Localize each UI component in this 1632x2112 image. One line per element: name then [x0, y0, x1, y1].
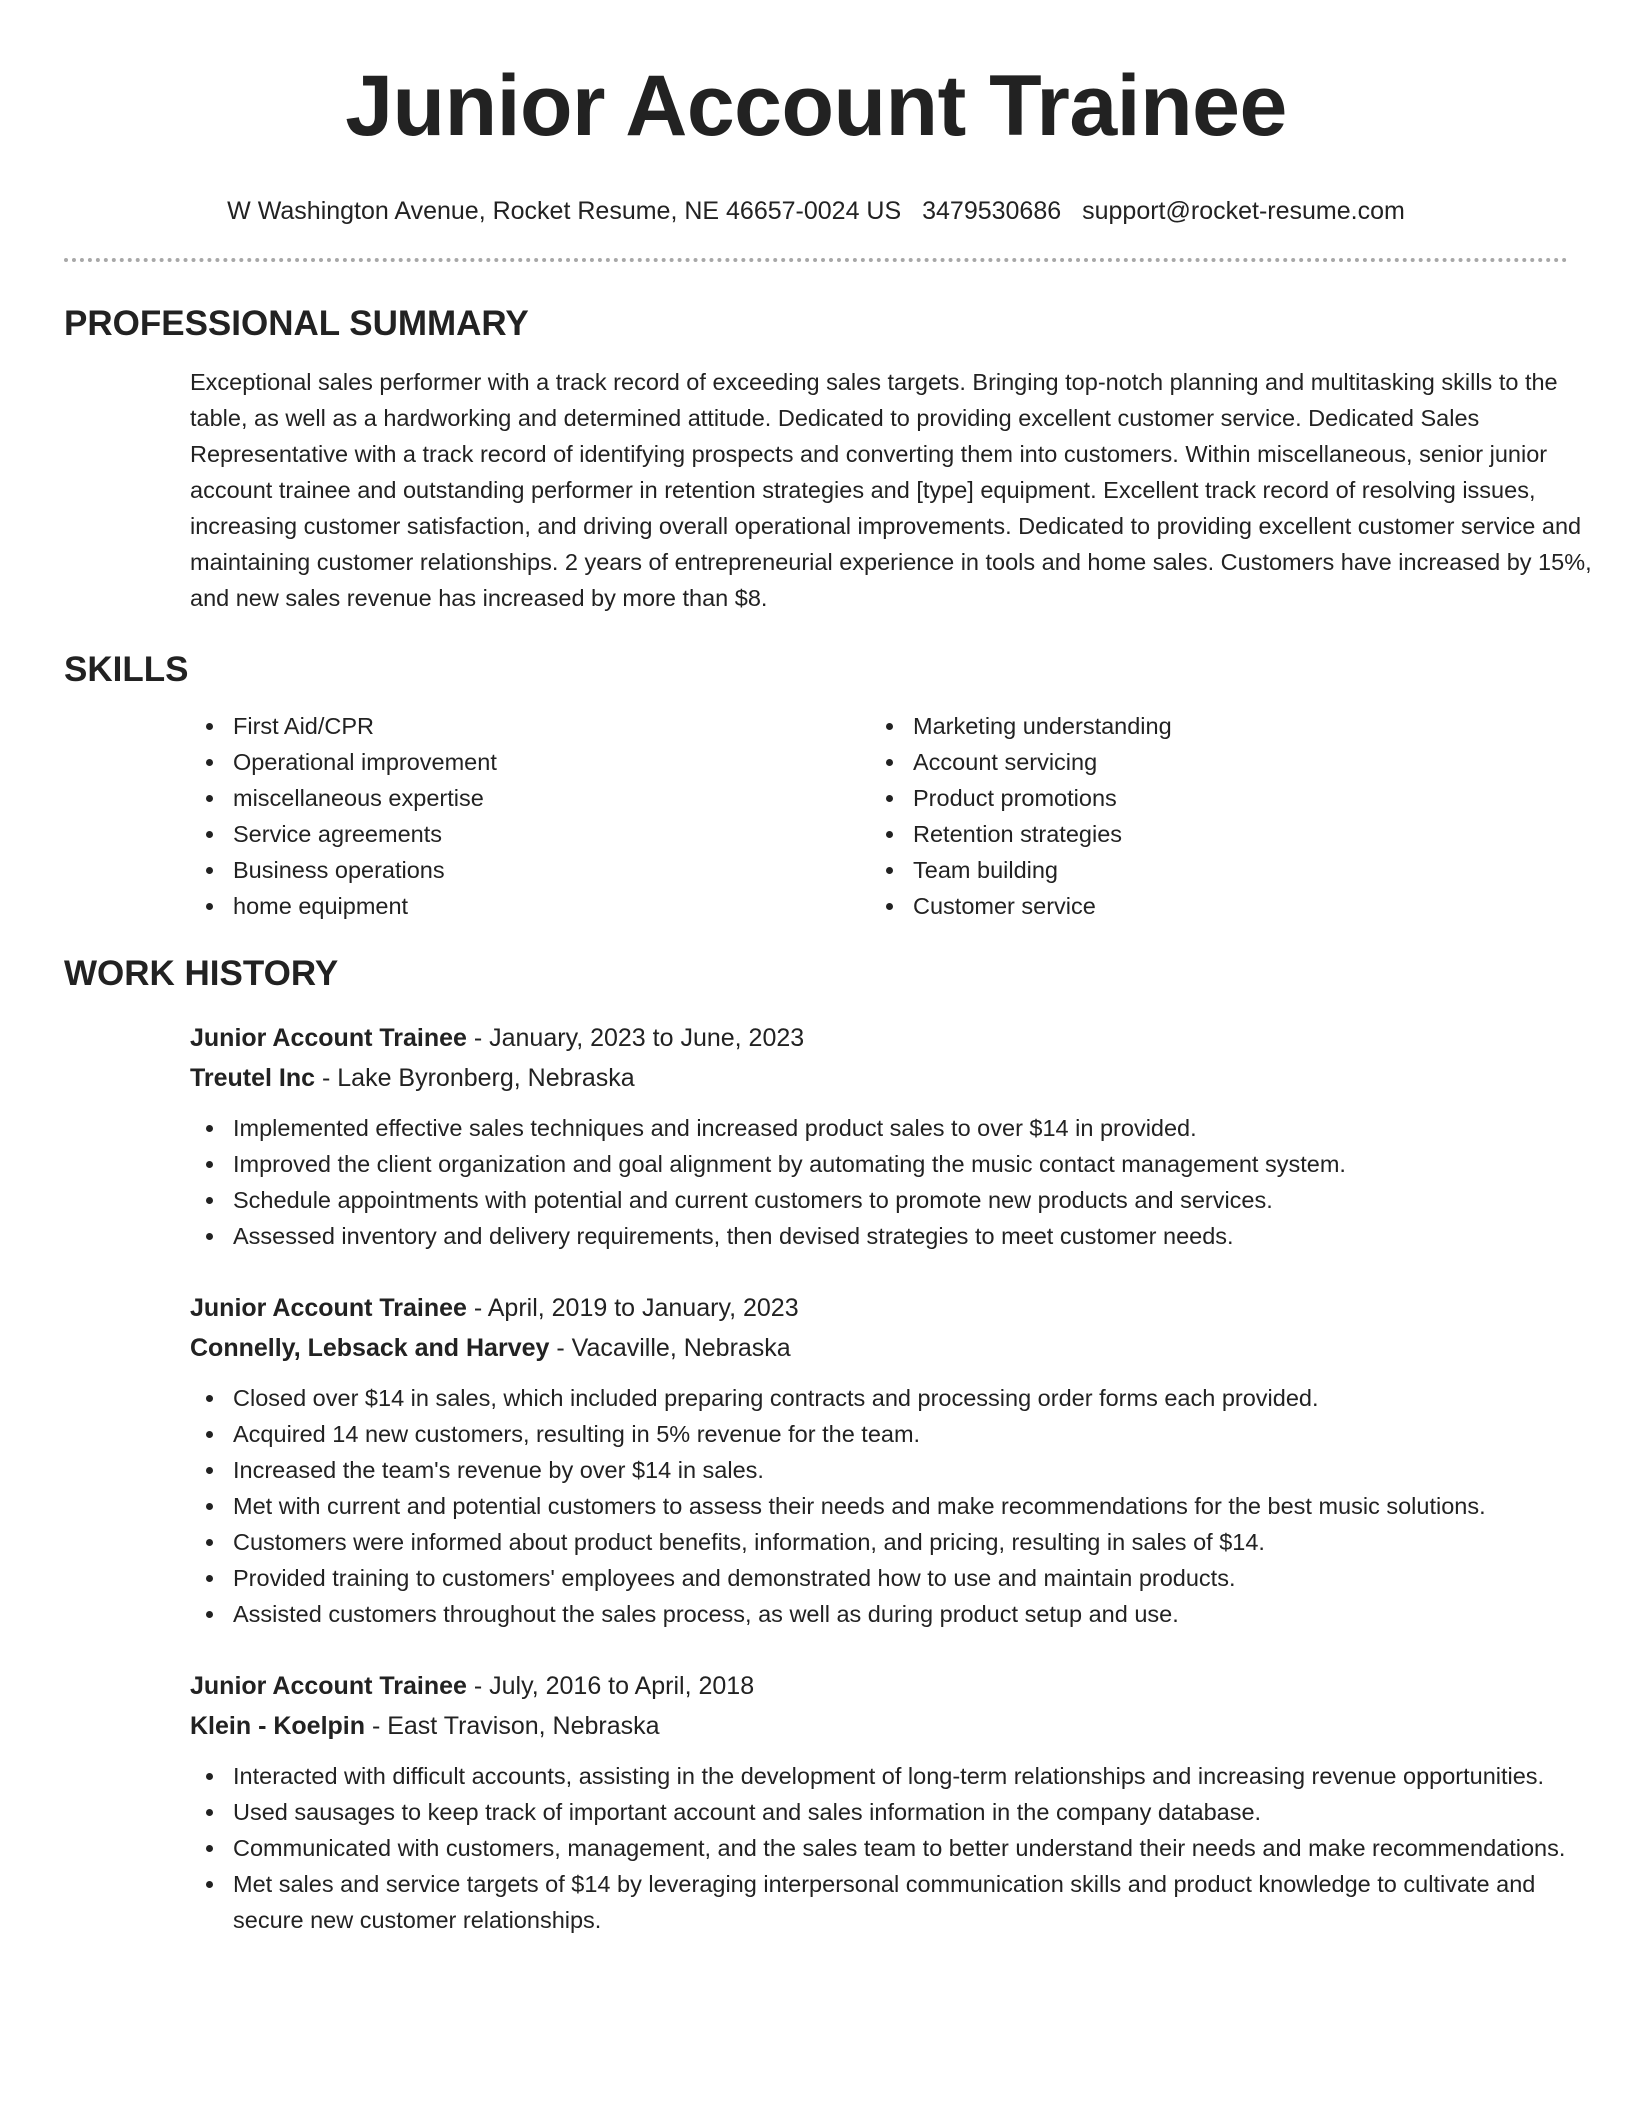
contact-email: support@rocket-resume.com [1082, 197, 1405, 225]
summary-text: Exceptional sales performer with a track record of exceeding sales targets. Bringing top-notch planning and multitasking skills to the table, as well as a hardworking and determined attitude. Dedicated to providing excellent customer service. Dedicated Sales Representative with a track record of identifying prospects and converting them into customers. Within miscellaneous, senior junior account trainee and outstanding performer in retention strategies and [type] equipment. Excellent track record of resolving issues, increasing customer satisfaction, and driving overall operational improvements. Dedicated to providing excellent customer service and maintaining customer relationships. 2 years of entrepreneurial experience in tools and home sales. Customers have increased by 15%, and new sales revenue has increased by more than $8. [190, 369, 1592, 611]
skill-item: Customer service [870, 888, 1172, 924]
job-company: Connelly, Lebsack and Harvey [190, 1334, 550, 1362]
job-dates: - July, 2016 to April, 2018 [466, 1672, 755, 1700]
job-bullets [190, 1380, 1610, 1632]
job-bullet: Met with current and potential customers to assess their needs and make recommendations for the best music solutions. [190, 1488, 1610, 1524]
job-company-line [190, 1328, 1568, 1368]
skill-item: Product promotions [870, 780, 1172, 816]
skill-item: Team building [870, 852, 1172, 888]
job-bullet: Acquired 14 new customers, resulting in 5% revenue for the team. [190, 1416, 1610, 1452]
job-role: Junior Account Trainee [190, 1672, 467, 1700]
skill-item: Marketing understanding [870, 708, 1172, 744]
job-bullet: Met sales and service targets of $14 by leveraging interpersonal communication skills and product knowledge to cultivate and secure new customer relationships. [190, 1866, 1610, 1938]
job-bullet: Increased the team's revenue by over $14 in sales. [190, 1452, 1610, 1488]
resume-header [64, 0, 1568, 228]
job-dates: - January, 2023 to June, 2023 [466, 1024, 805, 1052]
job-bullet: Communicated with customers, management, and the sales team to better understand their needs and make recommendations. [190, 1830, 1610, 1866]
job-title-line [190, 1288, 1568, 1328]
section-title-skills: SKILLS [64, 650, 189, 689]
skill-item: Service agreements [190, 816, 870, 852]
job-role: Junior Account Trainee [190, 1024, 467, 1052]
skills-section [64, 648, 1568, 924]
job-location: - Lake Byronberg, Nebraska [315, 1064, 635, 1092]
skills-column-left [190, 708, 870, 924]
job-bullets [190, 1110, 1610, 1254]
job-bullet: Customers were informed about product benefits, information, and pricing, resulting in sales of $14. [190, 1524, 1610, 1560]
section-title-summary: PROFESSIONAL SUMMARY [64, 304, 529, 343]
job-entry [190, 1666, 1568, 1938]
contact-phone: 3479530686 [922, 197, 1062, 225]
job-bullet: Improved the client organization and goal alignment by automating the music contact management system. [190, 1146, 1610, 1182]
candidate-name: Junior Account Trainee [345, 58, 1287, 154]
job-company-line [190, 1058, 1568, 1098]
skill-item: Account servicing [870, 744, 1172, 780]
job-role: Junior Account Trainee [190, 1294, 467, 1322]
job-title-line [190, 1018, 1568, 1058]
summary-body [64, 364, 1592, 616]
skill-item: miscellaneous expertise [190, 780, 870, 816]
work-history-body [64, 1018, 1568, 1938]
job-bullet: Interacted with difficult accounts, assisting in the development of long-term relationships and increasing revenue opportunities. [190, 1758, 1610, 1794]
job-bullet: Provided training to customers' employees and demonstrated how to use and maintain products. [190, 1560, 1610, 1596]
job-dates: - April, 2019 to January, 2023 [466, 1294, 799, 1322]
job-company-line [190, 1706, 1568, 1746]
skill-item: Retention strategies [870, 816, 1172, 852]
skill-item: Operational improvement [190, 744, 870, 780]
skill-item: Business operations [190, 852, 870, 888]
job-title-line [190, 1666, 1568, 1706]
skills-column-right [870, 708, 1172, 924]
job-bullet: Implemented effective sales techniques and increased product sales to over $14 in provided. [190, 1110, 1610, 1146]
job-company: Treutel Inc [190, 1064, 316, 1092]
job-company: Klein - Koelpin [190, 1712, 365, 1740]
job-entry [190, 1018, 1568, 1254]
job-bullet: Schedule appointments with potential and current customers to promote new products and services. [190, 1182, 1610, 1218]
contact-line [64, 194, 1568, 228]
skills-grid [64, 708, 1568, 924]
job-bullet: Assisted customers throughout the sales process, as well as during product setup and use. [190, 1596, 1610, 1632]
work-history-section [64, 952, 1568, 1938]
job-bullet: Assessed inventory and delivery requirements, then devised strategies to meet customer needs. [190, 1218, 1610, 1254]
section-title-work-history: WORK HISTORY [64, 954, 339, 993]
contact-address: W Washington Avenue, Rocket Resume, NE 46657-0024 US [227, 197, 902, 225]
job-bullets [190, 1758, 1610, 1938]
header-divider [64, 258, 1568, 262]
skill-item: First Aid/CPR [190, 708, 870, 744]
job-bullet: Closed over $14 in sales, which included preparing contracts and processing order forms each provided. [190, 1380, 1610, 1416]
professional-summary-section [64, 302, 1592, 616]
job-entry [190, 1288, 1568, 1632]
skill-item: home equipment [190, 888, 870, 924]
job-location: - Vacaville, Nebraska [549, 1334, 791, 1362]
job-location: - East Travison, Nebraska [365, 1712, 660, 1740]
job-bullet: Used sausages to keep track of important account and sales information in the company database. [190, 1794, 1610, 1830]
